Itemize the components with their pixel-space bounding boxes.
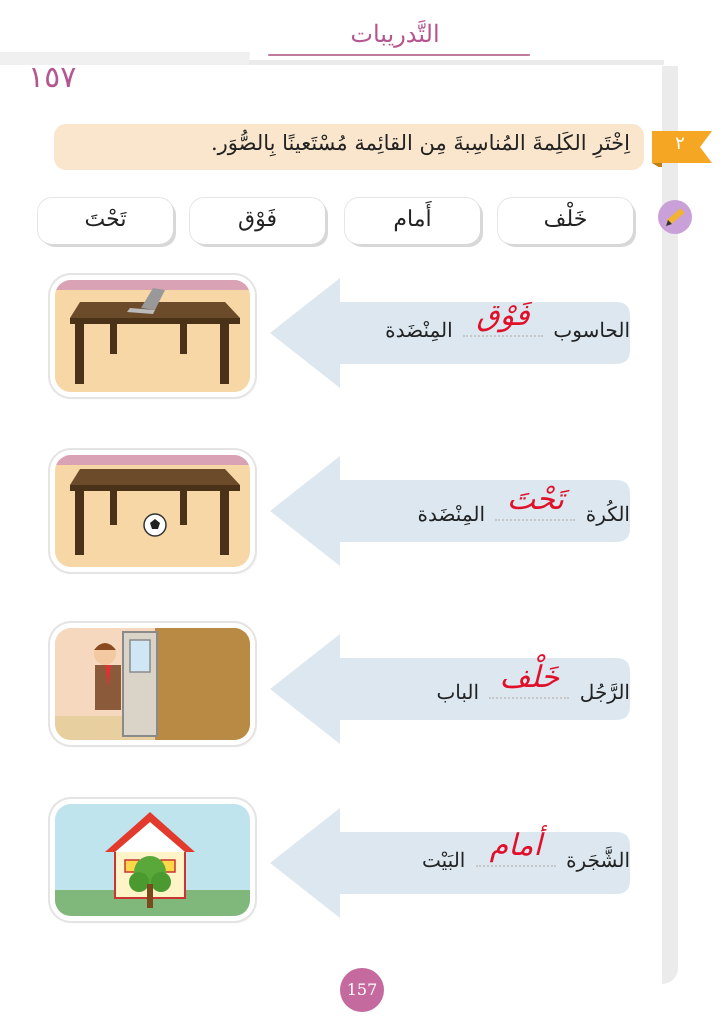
answer-4: أمام <box>489 828 542 863</box>
word-option-amam[interactable]: أَمام <box>345 198 480 244</box>
title-underline <box>268 54 530 56</box>
section-title: التَّدريبات <box>350 20 440 48</box>
answer-2: تَحْتَ <box>506 482 565 517</box>
answer-blank-4[interactable] <box>476 828 556 867</box>
object-4: البَيْت <box>422 848 466 872</box>
word-option-khalf[interactable]: خَلْف <box>498 198 633 244</box>
subject-1: الحاسوب <box>553 318 630 342</box>
sentence-3 <box>330 660 630 704</box>
subject-3: الرَّجُل <box>579 680 630 704</box>
subject-4: الشَّجَرة <box>566 848 630 872</box>
sentence-1 <box>330 298 630 342</box>
answer-1: فَوْق <box>476 298 530 333</box>
instruction-text: اِخْتَرِ الكَلِمةَ المُناسِبةَ مِن القائِمة مُسْتَعينًا بِالصُّوَر. <box>210 131 630 155</box>
picture-tree-in-front-of-house <box>55 804 250 916</box>
page-number-footer: 157 <box>340 968 384 1012</box>
object-3: الباب <box>436 680 480 704</box>
object-1: المِنْضَدة <box>385 318 453 342</box>
word-option-fawq[interactable]: فَوْق <box>190 198 325 244</box>
picture-ball-under-table <box>55 455 250 567</box>
page-number-top: ١٥٧ <box>28 60 77 95</box>
word-option-taht[interactable]: تَحْتَ <box>38 198 173 244</box>
sentence-4 <box>330 828 630 872</box>
exercise-number: ٢ <box>675 133 685 154</box>
subject-2: الكُرة <box>585 502 630 526</box>
picture-man-behind-door <box>55 628 250 740</box>
sentence-2 <box>330 482 630 526</box>
picture-laptop-on-table <box>55 280 250 392</box>
object-2: المِنْضَدة <box>417 502 486 526</box>
answer-3: خَلْف <box>499 660 560 695</box>
answer-blank-2[interactable] <box>495 482 575 521</box>
answer-blank-1[interactable] <box>463 298 543 337</box>
pencil-icon <box>658 200 692 234</box>
answer-blank-3[interactable] <box>489 660 569 699</box>
